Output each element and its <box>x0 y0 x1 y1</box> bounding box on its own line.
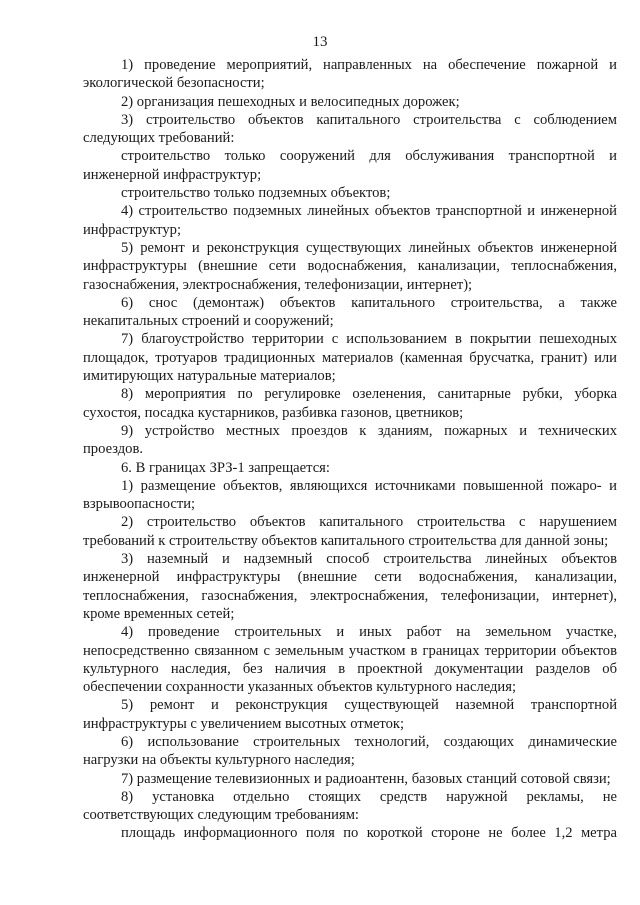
paragraph: 5) ремонт и реконструкция существующих линейных объектов инженерной инфраструктуры (внешние сети водоснабжения, канализации, теплоснабжения, газоснабжения, электроснабжения, телефонизации, интернет); <box>83 239 617 293</box>
paragraph: 8) установка отдельно стоящих средств наружной рекламы, не соответствующих следующим требованиям: <box>83 788 617 824</box>
paragraph: 6) снос (демонтаж) объектов капитального строительства, а также некапитальных строений и сооружений; <box>83 294 617 330</box>
paragraph: строительство только сооружений для обслуживания транспортной и инженерной инфраструктур; <box>83 148 617 183</box>
paragraph: 7) благоустройство территории с использованием в покрытии пешеходных площадок, тротуаров традиционных материалов (каменная брусчатка, гранит) или имитирующих натуральные материалов; <box>83 331 617 385</box>
paragraph: 4) строительство подземных линейных объектов транспортной и инженерной инфраструктур; <box>83 203 617 238</box>
paragraph: 4) проведение строительных и иных работ на земельном участке, непосредственно связанном с земельным участком в границах территории объектов культурного наследия, без наличия в проектной документации разделов об обеспечении сохранности указанных объектов культурного наследия; <box>83 624 617 696</box>
paragraph: 6) использование строительных технологий, создающих динамические нагрузки на объекты культурного наследия; <box>83 733 617 769</box>
paragraph: 9) устройство местных проездов к зданиям, пожарных и технических проездов. <box>83 422 617 458</box>
paragraph: 1) проведение мероприятий, направленных на обеспечение пожарной и экологической безопасности; <box>83 57 617 92</box>
paragraph: строительство только подземных объектов; <box>121 185 391 202</box>
paragraph: 2) организация пешеходных и велосипедных дорожек; <box>121 93 460 110</box>
paragraph: 8) мероприятия по регулировке озеленения, санитарные рубки, уборка сухостоя, посадка кустарников, разбивка газонов, цветников; <box>83 386 617 421</box>
document-body <box>83 56 617 843</box>
paragraph: 2) строительство объектов капитального строительства с нарушением требований к строительству объектов капитального строительства для данной зоны; <box>83 514 617 549</box>
page-number: 13 <box>312 34 328 50</box>
paragraph: 3) строительство объектов капитального строительства с соблюдением следующих требований: <box>83 111 617 147</box>
paragraph: 5) ремонт и реконструкция существующей наземной транспортной инфраструктуры с увеличением высотных отметок; <box>83 697 617 732</box>
paragraph: 7) размещение телевизионных и радиоантенн, базовых станций сотовой связи; <box>121 770 611 787</box>
paragraph: площадь информационного поля по короткой стороне не более 1,2 метра <box>121 825 617 842</box>
paragraph: 3) наземный и надземный способ строительства линейных объектов инженерной инфраструктуры (внешние сети водоснабжения, канализации, теплоснабжения, газоснабжения, электроснабжения, телефонизации, интернет), кроме временных сетей; <box>83 551 617 622</box>
paragraph: 1) размещение объектов, являющихся источниками повышенной пожаро- и взрывоопасности; <box>83 477 617 513</box>
section-heading: 6. В границах ЗРЗ-1 запрещается: <box>121 459 330 476</box>
